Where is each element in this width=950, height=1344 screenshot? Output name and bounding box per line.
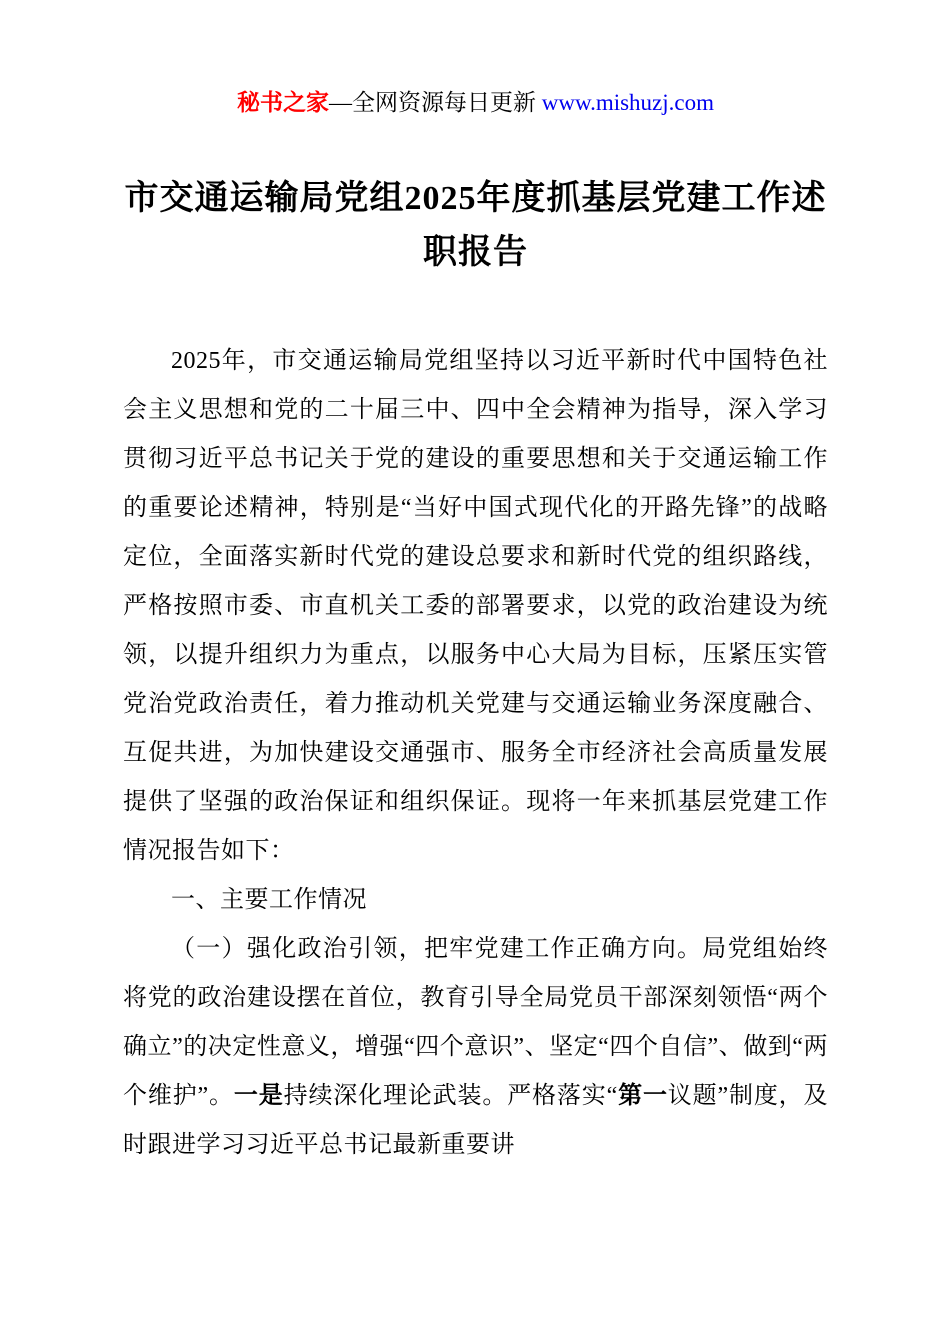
site-url-link[interactable]: www.mishuzj.com xyxy=(541,90,714,115)
paragraph-run-bold: 第一 xyxy=(617,1082,668,1109)
document-body xyxy=(123,337,828,1170)
paragraph-run: 2025年，市交通运输局党组坚持以习近平新时代中国特色社会主义思想和党的二十届三中、四中全会精神为指导，深入学习贯彻习近平总书记关于党的建设的重要思想和关于交通运输工作的重要论述精神，特别是“当好中国式现代化的开路先锋”的战略定位，全面落实新时代党的建设总要求和新时代党的组织路线，严格按照市委、市直机关工委的部署要求，以党的政治建设为统领，以提升组织力为重点，以服务中心大局为目标，压紧压实管党治党政治责任，着力推动机关党建与交通运输业务深度融合、互促共进，为加快建设交通强市、服务全市经济社会高质量发展提供了坚强的政治保证和组织保证。现将一年来抓基层党建工作情况报告如下： xyxy=(123,347,828,864)
site-header xyxy=(123,88,828,118)
paragraph-run: 议题”制度，及时跟进学习习近平总书记最新重要讲 xyxy=(123,1082,829,1158)
site-tagline: —全网资源每日更新 xyxy=(328,90,542,115)
paragraph xyxy=(123,925,828,1170)
paragraph xyxy=(123,337,828,876)
paragraph-run: （一）强化政治引领，把牢党建工作正确方向。局党组始终将党的政治建设摆在首位，教育引导全局党员干部深刻领悟“两个确立”的决定性意义，增强“四个意识”、坚定“四个自信”、做到“两个维护”。 xyxy=(123,935,828,1109)
site-brand: 秘书之家 xyxy=(236,90,329,115)
document-title: 市交通运输局党组2025年度抓基层党建工作述职报告 xyxy=(124,179,827,272)
paragraph-run: 持续深化理论武装。严格落实“ xyxy=(283,1082,618,1109)
paragraph-run: 一、主要工作情况 xyxy=(171,886,367,913)
paragraph xyxy=(123,876,828,925)
paragraph-run-bold: 一是 xyxy=(233,1082,284,1109)
